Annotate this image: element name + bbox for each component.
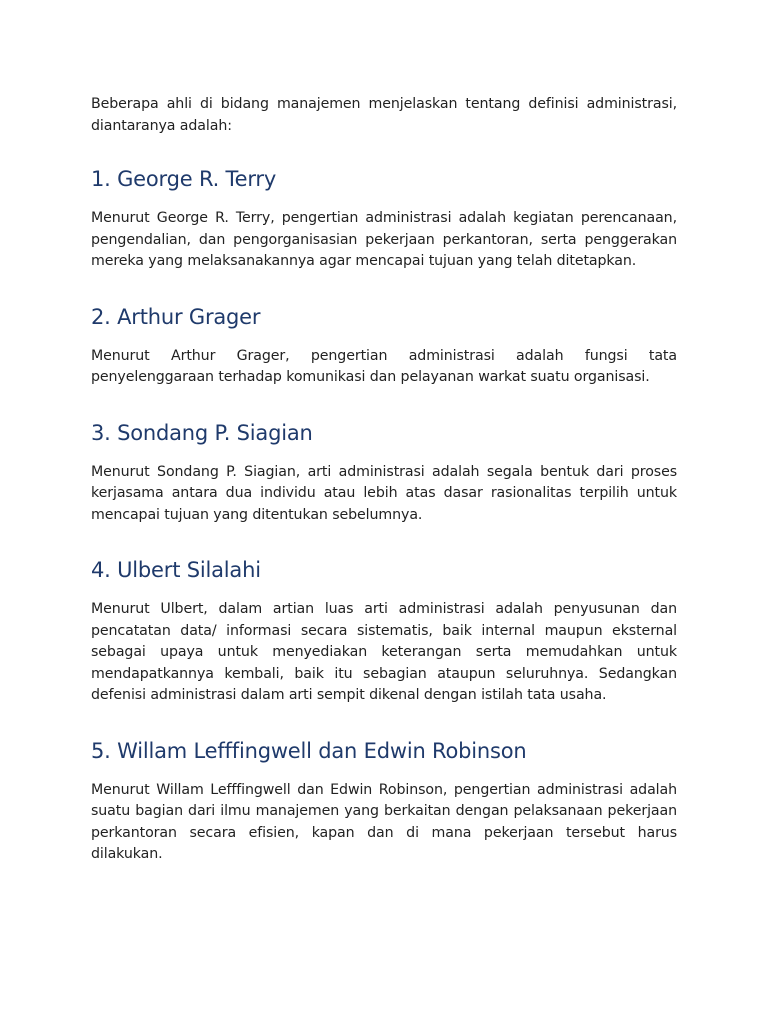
section-body-lefffingwell-robinson: Menurut Willam Lefffingwell dan Edwin Robinson, pengertian administrasi adalah suatu bagian dari ilmu manajemen yang berkaitan dengan pelaksanaan pekerjaan perkantoran secara efisien, kapan dan di mana pekerjaan tersebut harus dilakukan. [91, 781, 677, 862]
document-page [91, 94, 677, 866]
section-body-silalahi: Menurut Ulbert, dalam artian luas arti administrasi adalah penyusunan dan pencatatan data/ informasi secara sistematis, baik internal maupun eksternal sebagai upaya untuk menyediakan keterangan serta memudahkan untuk mendapatkannya kembali, baik itu sebagian ataupun seluruhnya. Sedangkan defenisi administrasi dalam arti sempit dikenal dengan istilah tata usaha. [91, 601, 677, 703]
section-body-grager: Menurut Arthur Grager, pengertian administrasi adalah fungsi tata penyelenggaraan terhadap komunikasi dan pelayanan warkat suatu organisasi. [91, 347, 677, 385]
section-heading-lefffingwell-robinson: 5. Willam Lefffingwell dan Edwin Robinson [91, 738, 527, 763]
section-heading-silalahi: 4. Ulbert Silalahi [91, 558, 261, 582]
section-heading-grager: 2. Arthur Grager [91, 304, 261, 329]
section-body-siagian: Menurut Sondang P. Siagian, arti administrasi adalah segala bentuk dari proses kerjasama antara dua individu atau lebih atas dasar rasionalitas terpilih untuk mencapai tujuan yang ditentukan sebelumnya. [91, 463, 677, 523]
section-heading-siagian: 3. Sondang P. Siagian [91, 420, 313, 445]
section-body-terry: Menurut George R. Terry, pengertian administrasi adalah kegiatan perencanaan, pengendalian, dan pengorganisasian pekerjaan perkantoran, serta penggerakan mereka yang melaksanakannya agar mencapai tujuan yang telah ditetapkan. [91, 210, 677, 269]
section-heading-terry: 1. George R. Terry [91, 167, 277, 191]
intro-paragraph: Beberapa ahli di bidang manajemen menjelaskan tentang definisi administrasi, diantaranya adalah: [91, 96, 677, 134]
